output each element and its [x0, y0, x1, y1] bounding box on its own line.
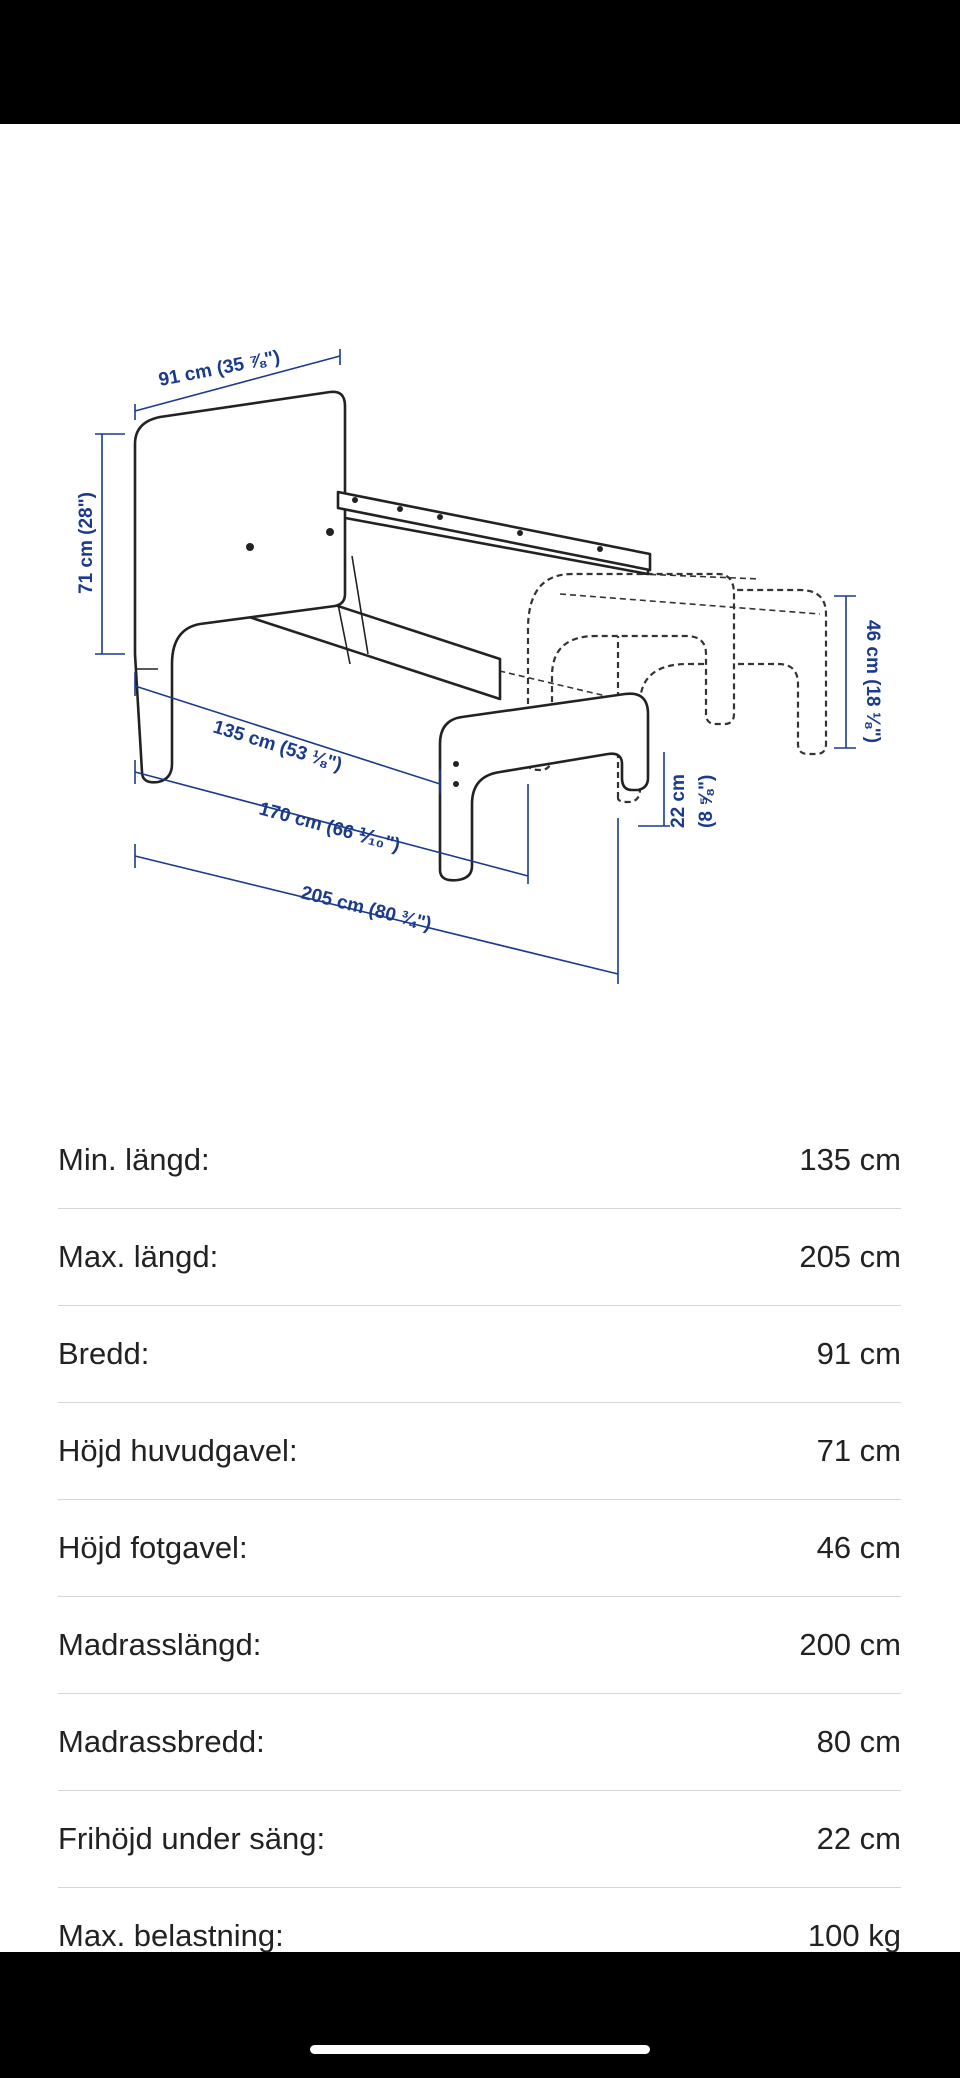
- spec-label: Max. längd:: [58, 1239, 219, 1274]
- length-mid-label: 170 cm (66 ⅟₁₀"): [256, 798, 403, 857]
- footboard-height-label: 46 cm (18 ⅛"): [862, 620, 883, 744]
- spec-label: Höjd huvudgavel:: [58, 1433, 298, 1468]
- spec-label: Min. längd:: [58, 1142, 210, 1177]
- spec-row: [58, 1597, 901, 1694]
- spec-row: [58, 1209, 901, 1306]
- clearance-dimension: [638, 752, 717, 828]
- headboard-height-dimension: [76, 434, 125, 654]
- spec-row: [58, 1500, 901, 1597]
- spec-value: 71 cm: [816, 1433, 901, 1468]
- spec-label: Höjd fotgavel:: [58, 1530, 248, 1565]
- footboard-height-dimension: [834, 596, 883, 748]
- bottom-bar: [0, 1952, 960, 2078]
- spec-value: 22 cm: [816, 1821, 901, 1856]
- length-min-dimension: [135, 672, 440, 794]
- spec-label: Frihöjd under säng:: [58, 1821, 326, 1856]
- width-dimension-label: 91 cm (35 ⅞"): [156, 346, 282, 391]
- spec-table: [58, 1112, 901, 1952]
- spec-label: Madrasslängd:: [58, 1627, 262, 1662]
- spec-value: 46 cm: [816, 1530, 901, 1565]
- spec-row: [58, 1694, 901, 1791]
- spec-label: Max. belastning:: [58, 1918, 284, 1952]
- headboard-height-label: 71 cm (28"): [76, 492, 97, 594]
- spec-row: [58, 1403, 901, 1500]
- bed-footboard: [440, 694, 648, 881]
- length-max-label: 205 cm (80 ¾"): [298, 882, 434, 936]
- spec-label: Bredd:: [58, 1336, 150, 1371]
- spec-row: [58, 1306, 901, 1403]
- length-min-label: 135 cm (53 ⅛"): [210, 716, 345, 776]
- clearance-inch-label: (8 ⅝"): [696, 774, 717, 828]
- spec-value: 200 cm: [799, 1627, 901, 1662]
- spec-value: 135 cm: [799, 1142, 901, 1177]
- spec-label: Madrassbredd:: [58, 1724, 265, 1759]
- spec-value: 91 cm: [816, 1336, 901, 1371]
- home-indicator[interactable]: [310, 2045, 650, 2054]
- clearance-label: 22 cm: [668, 774, 689, 828]
- spec-row: [58, 1112, 901, 1209]
- spec-row: [58, 1791, 901, 1888]
- spec-value: 100 kg: [807, 1918, 901, 1952]
- spec-value: 205 cm: [799, 1239, 901, 1274]
- bed-dimension-diagram: [0, 124, 960, 1024]
- product-dimensions-page: [0, 124, 960, 1952]
- spec-row: [58, 1888, 901, 1952]
- spec-value: 80 cm: [816, 1724, 901, 1759]
- status-bar: [0, 0, 960, 124]
